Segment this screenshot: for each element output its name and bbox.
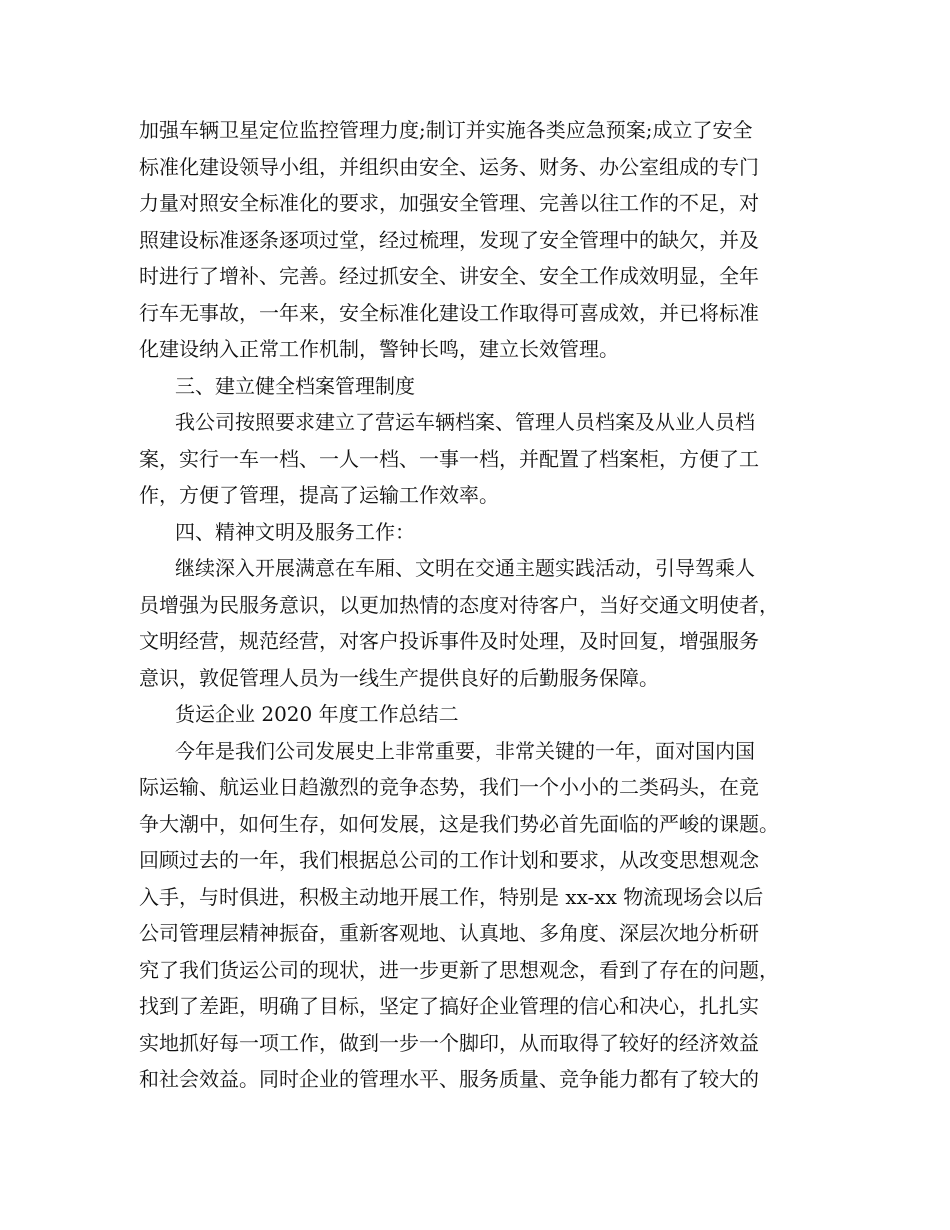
text-line: 四、精神文明及服务工作：	[175, 519, 415, 544]
text-line: 回顾过去的一年，我们根据总公司的工作计划和要求，从改变思想观念	[139, 848, 759, 872]
text-line: 案，实行一车一档、一人一档、一事一档，并配置了档案柜，方便了工	[139, 446, 759, 471]
text-line: 员增强为民服务意识，以更加热情的态度对待客户，当好交通文明使者，	[139, 592, 779, 617]
text-line: 际运输、航运业日趋激烈的竞争态势，我们一个小小的二类码头，在竞	[139, 775, 759, 799]
text-line: 究了我们货运公司的现状，进一步更新了思想观念，看到了存在的问题，	[139, 957, 779, 982]
text-line: 入手，与时俱进，积极主动地开展工作，特别是 xx-xx 物流现场会以后	[139, 884, 764, 909]
text-line: 争大潮中，如何生存，如何发展，这是我们势必首先面临的严峻的课题。	[139, 811, 779, 836]
text-line: 时进行了增补、完善。经过抓安全、讲安全、安全工作成效明显，全年	[139, 264, 759, 288]
text-line: 我公司按照要求建立了营运车辆档案、管理人员档案及从业人员档	[175, 410, 755, 434]
text-line: 货运企业 2020 年度工作总结二	[175, 702, 459, 726]
text-line: 意识，敦促管理人员为一线生产提供良好的后勤服务保障。	[139, 665, 659, 690]
text-line: 继续深入开展满意在车厢、文明在交通主题实践活动，引导驾乘人	[175, 556, 755, 580]
text-line: 三、建立健全档案管理制度	[175, 373, 415, 398]
text-line: 作，方便了管理，提高了运输工作效率。	[139, 483, 499, 507]
text-line: 力量对照安全标准化的要求，加强安全管理、完善以往工作的不足，对	[139, 191, 759, 215]
text-line: 公司管理层精神振奋，重新客观地、认真地、多角度、深层次地分析研	[139, 921, 759, 945]
text-line: 照建设标准逐条逐项过堂，经过梳理，发现了安全管理中的缺欠，并及	[139, 227, 759, 252]
text-line: 标准化建设领导小组，并组织由安全、运务、财务、办公室组成的专门	[139, 154, 759, 179]
text-line: 找到了差距，明确了目标，坚定了搞好企业管理的信心和决心，扎扎实	[139, 994, 759, 1018]
text-line: 行车无事故，一年来，安全标准化建设工作取得可喜成效，并已将标准	[139, 300, 759, 325]
text-line: 实地抓好每一项工作，做到一步一个脚印，从而取得了较好的经济效益	[139, 1030, 759, 1055]
text-line: 和社会效益。同时企业的管理水平、服务质量、竞争能力都有了较大的	[139, 1067, 759, 1091]
text-line: 化建设纳入正常工作机制，警钟长鸣，建立长效管理。	[139, 337, 619, 361]
text-line: 文明经营，规范经营，对客户投诉事件及时处理，及时回复，增强服务	[139, 629, 759, 653]
text-line: 加强车辆卫星定位监控管理力度;制订并实施各类应急预案;成立了安全	[139, 118, 753, 142]
text-line: 今年是我们公司发展史上非常重要，非常关键的一年，面对国内国	[175, 738, 755, 763]
document-body	[139, 112, 819, 1098]
